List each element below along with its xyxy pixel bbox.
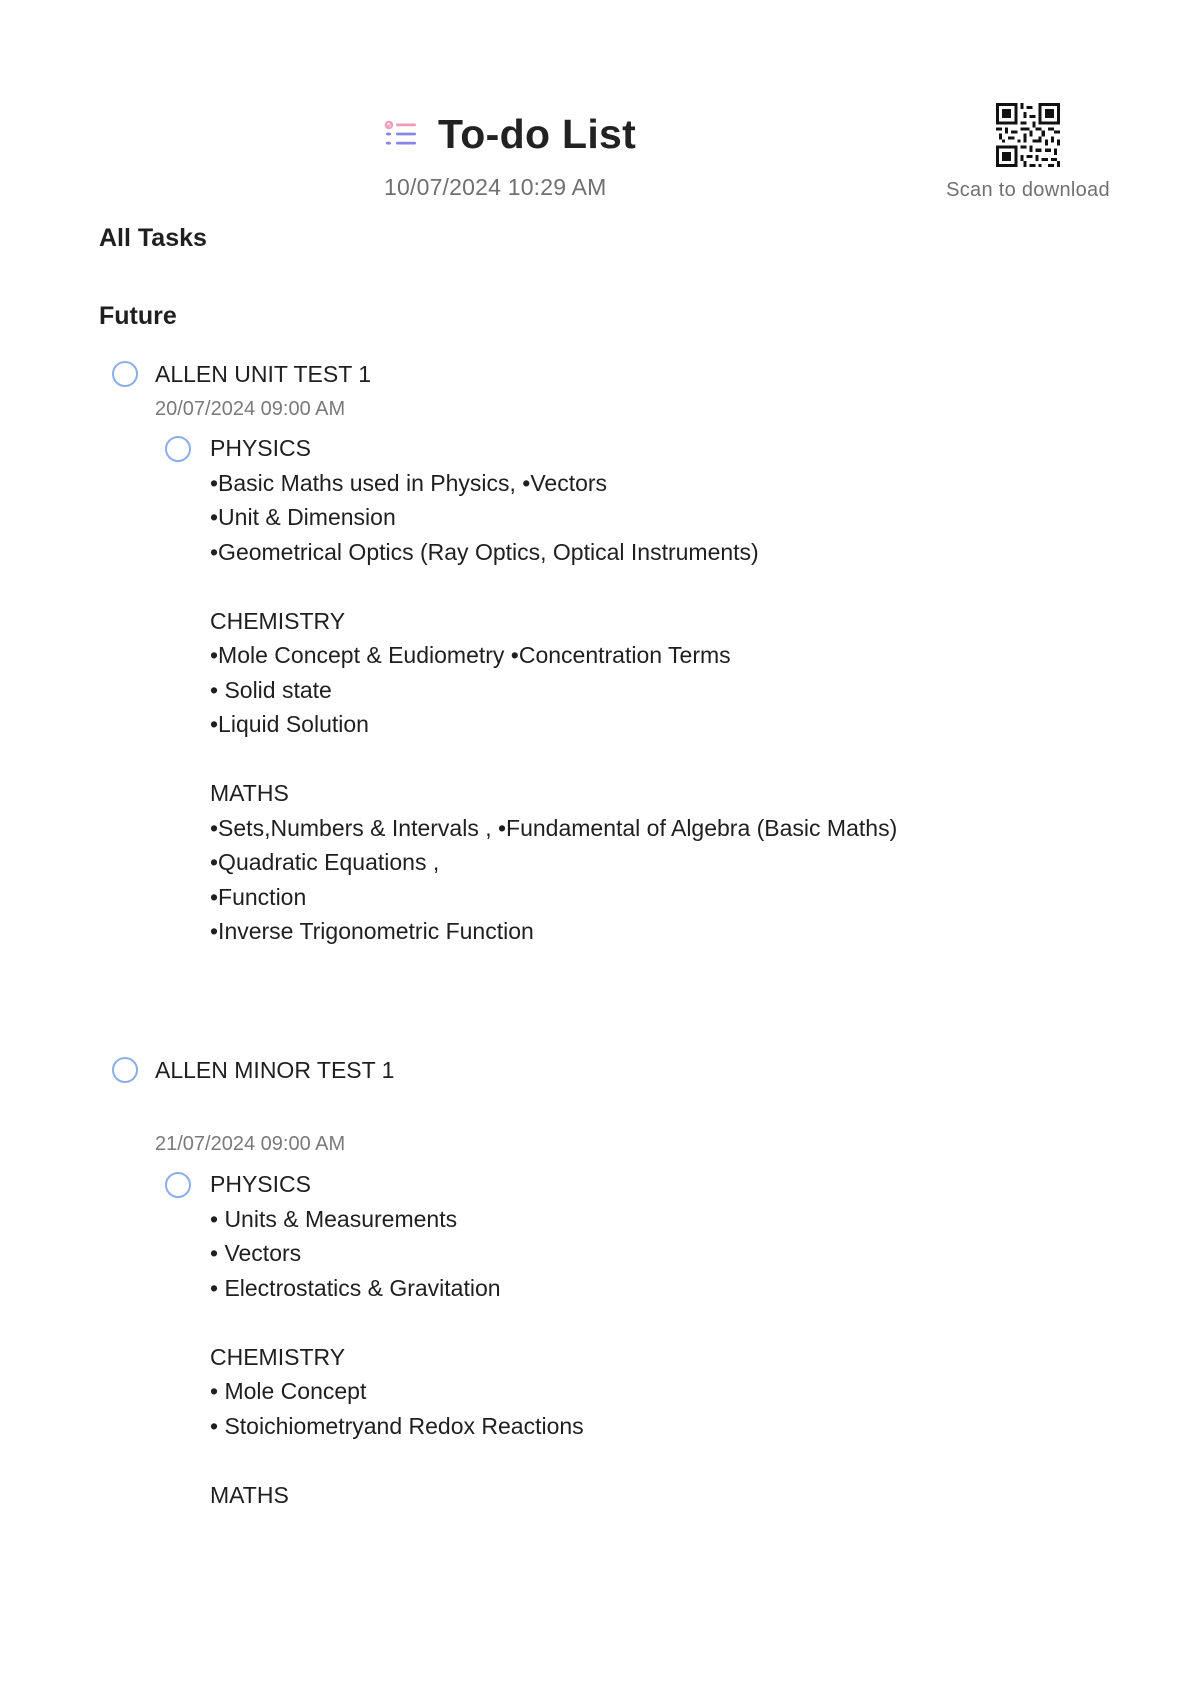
section-all-tasks: All Tasks — [99, 224, 207, 252]
task-title[interactable]: ALLEN MINOR TEST 1 — [155, 1057, 395, 1083]
task-checkbox[interactable] — [112, 1057, 138, 1083]
page-title: To-do List — [438, 110, 637, 157]
task-due-date: 20/07/2024 09:00 AM — [155, 398, 346, 420]
title-row — [384, 108, 804, 160]
task-checkbox[interactable] — [112, 361, 138, 387]
qr-caption: Scan to download — [946, 179, 1110, 201]
section-future: Future — [99, 302, 177, 330]
list-icon — [384, 120, 418, 148]
subtask-checkbox[interactable] — [165, 1172, 191, 1198]
subtask-text[interactable]: PHYSICS • Units & Measurements • Vectors • Electrostatics & Gravitation CHEMISTRY • Mole Concept • Stoichiometryand Redox Reactions MATHS — [210, 1171, 584, 1508]
page-header — [384, 108, 804, 201]
qr-download-block — [938, 103, 1118, 202]
subtask-text[interactable]: PHYSICS •Basic Maths used in Physics, •Vectors •Unit & Dimension •Geometrical Optics (Ray Optics, Optical Instruments) CHEMISTRY •Mole Concept & Eudiometry •Concentration Terms • Solid state •Liquid Solution MATHS •Sets,Numbers & Intervals , •Fundamental of Algebra (Basic Maths) •Quadratic Equations , •Function •Inverse Trigonometric Function — [210, 435, 898, 944]
subtask-checkbox[interactable] — [165, 436, 191, 462]
export-datetime: 10/07/2024 10:29 AM — [384, 174, 607, 200]
task-due-date: 21/07/2024 09:00 AM — [155, 1133, 346, 1155]
task-title[interactable]: ALLEN UNIT TEST 1 — [155, 361, 372, 387]
qr-code-icon[interactable] — [996, 103, 1060, 167]
